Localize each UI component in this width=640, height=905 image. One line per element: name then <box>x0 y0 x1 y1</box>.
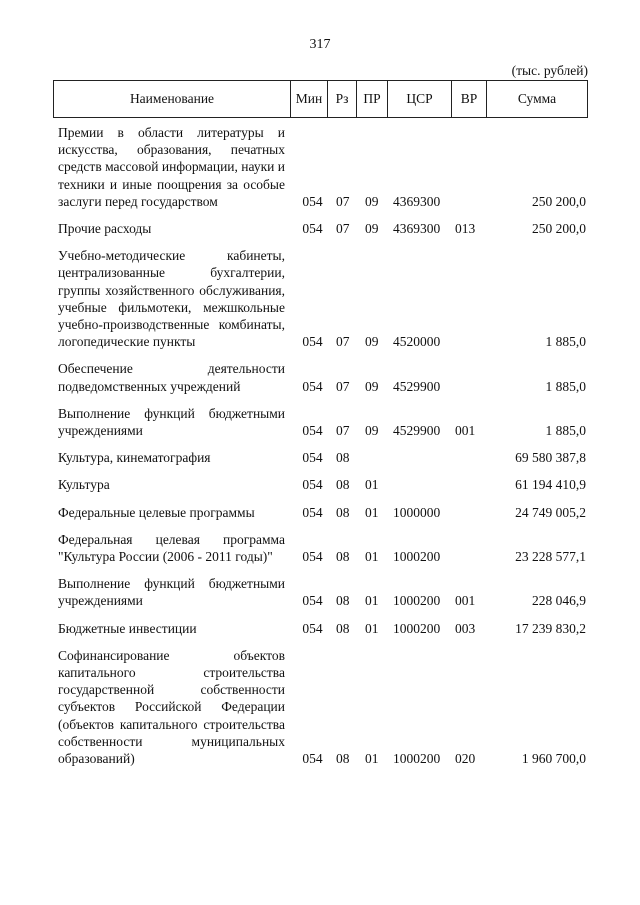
table-row <box>53 476 587 493</box>
row-sum: 69 580 387,8 <box>515 450 586 466</box>
column-header-pr: ПР <box>357 81 388 118</box>
row-min: 054 <box>302 334 323 350</box>
row-pr: 09 <box>365 334 379 350</box>
row-min: 054 <box>302 450 323 466</box>
row-sum: 1 885,0 <box>545 334 586 350</box>
row-csr: 1000000 <box>393 504 441 520</box>
table-row <box>53 620 587 637</box>
row-min: 054 <box>302 423 323 439</box>
row-name: Культура, кинематография <box>58 450 211 466</box>
column-header-sum: Сумма <box>487 81 588 118</box>
row-min: 054 <box>302 221 323 237</box>
row-rz: 08 <box>336 477 350 493</box>
row-min: 054 <box>302 378 323 394</box>
column-header-vr: ВР <box>452 81 487 118</box>
row-csr: 1000200 <box>393 620 441 636</box>
row-sum: 61 194 410,9 <box>515 477 586 493</box>
row-name: Бюджетные инвестиции <box>58 620 197 636</box>
row-name: Прочие расходы <box>58 221 152 237</box>
table-row <box>53 360 587 394</box>
page-number: 317 <box>309 37 331 52</box>
row-pr: 09 <box>365 221 379 237</box>
table-row <box>53 449 587 466</box>
row-name: Выполнение функций бюджетными учреждениями <box>58 405 285 439</box>
table-row <box>53 220 587 237</box>
row-min: 054 <box>302 193 323 209</box>
row-name: Федеральные целевые программы <box>58 504 255 520</box>
row-csr: 4529900 <box>393 423 441 439</box>
row-min: 054 <box>302 549 323 565</box>
row-rz: 07 <box>336 378 350 394</box>
row-rz: 08 <box>336 549 350 565</box>
row-sum: 24 749 005,2 <box>515 504 586 520</box>
row-csr: 4520000 <box>393 334 441 350</box>
row-rz: 07 <box>336 423 350 439</box>
row-pr: 01 <box>365 751 379 767</box>
column-header-rz: Рз <box>328 81 357 118</box>
row-rz: 08 <box>336 504 350 520</box>
row-rz: 07 <box>336 334 350 350</box>
row-pr: 09 <box>365 378 379 394</box>
row-rz: 08 <box>336 620 350 636</box>
table-body <box>53 124 587 767</box>
row-name: Выполнение функций бюджетными учреждениями <box>58 576 285 609</box>
table-row <box>53 647 587 767</box>
row-sum: 228 046,9 <box>532 593 586 609</box>
row-sum: 17 239 830,2 <box>515 620 586 636</box>
row-rz: 07 <box>336 221 350 237</box>
row-sum: 1 885,0 <box>545 378 586 394</box>
table-row <box>53 575 587 609</box>
row-csr: 4369300 <box>393 221 441 237</box>
table-row <box>53 247 587 350</box>
row-min: 054 <box>302 620 323 636</box>
row-rz: 08 <box>336 450 350 466</box>
row-pr: 01 <box>365 549 379 565</box>
row-name: Обеспечение деятельности подведомственных учреждений <box>58 361 285 394</box>
row-pr: 01 <box>365 504 379 520</box>
row-pr: 09 <box>365 193 379 209</box>
row-sum: 250 200,0 <box>532 221 586 237</box>
row-sum: 23 228 577,1 <box>515 549 586 565</box>
row-min: 054 <box>302 477 323 493</box>
row-pr: 01 <box>365 593 379 609</box>
row-sum: 1 960 700,0 <box>521 751 586 767</box>
row-min: 054 <box>302 504 323 520</box>
column-header-name: Наименование <box>54 81 291 118</box>
row-vr: 001 <box>455 423 476 439</box>
column-header-min: Мин <box>291 81 328 118</box>
row-csr: 1000200 <box>393 751 441 767</box>
units-label: (тыс. рублей) <box>511 63 588 78</box>
row-rz: 08 <box>336 751 350 767</box>
row-name: Учебно-методические кабинеты, централизованные бухгалтерии, группы хозяйственного обслуживания, учебные фильмотеки, межшкольные учебно-производственные комбинаты, логопедические пункты <box>58 248 285 350</box>
row-vr: 001 <box>455 593 476 609</box>
row-vr: 013 <box>455 221 476 237</box>
row-name: Федеральная целевая программа "Культура России (2006 - 2011 годы)" <box>58 531 285 565</box>
row-pr: 09 <box>365 423 379 439</box>
row-vr: 020 <box>455 751 476 767</box>
row-csr: 4529900 <box>393 378 441 394</box>
row-rz: 08 <box>336 593 350 609</box>
row-name: Софинансирование объектов капитального строительства государственной собственности субъектов Российской Федерации (объектов капитального строительства собственности муниципальных образований) <box>58 647 285 767</box>
row-name: Культура <box>58 477 110 493</box>
row-vr: 003 <box>455 620 476 636</box>
row-sum: 250 200,0 <box>532 193 586 209</box>
row-pr: 01 <box>365 620 379 636</box>
row-name: Премии в области литературы и искусства, образования, печатных средств массовой информации, науки и техники и иные поощрения за особые заслуги перед государством <box>58 125 285 209</box>
table-header <box>53 80 588 118</box>
row-csr: 1000200 <box>393 549 441 565</box>
table-row <box>53 124 587 210</box>
table-row <box>53 504 587 521</box>
table-row <box>53 405 587 439</box>
row-csr: 4369300 <box>393 193 441 209</box>
row-csr: 1000200 <box>393 593 441 609</box>
row-min: 054 <box>302 751 323 767</box>
row-rz: 07 <box>336 193 350 209</box>
row-min: 054 <box>302 593 323 609</box>
column-header-csr: ЦСР <box>388 81 452 118</box>
row-sum: 1 885,0 <box>545 423 586 439</box>
table-row <box>53 531 587 565</box>
row-pr: 01 <box>365 477 379 493</box>
